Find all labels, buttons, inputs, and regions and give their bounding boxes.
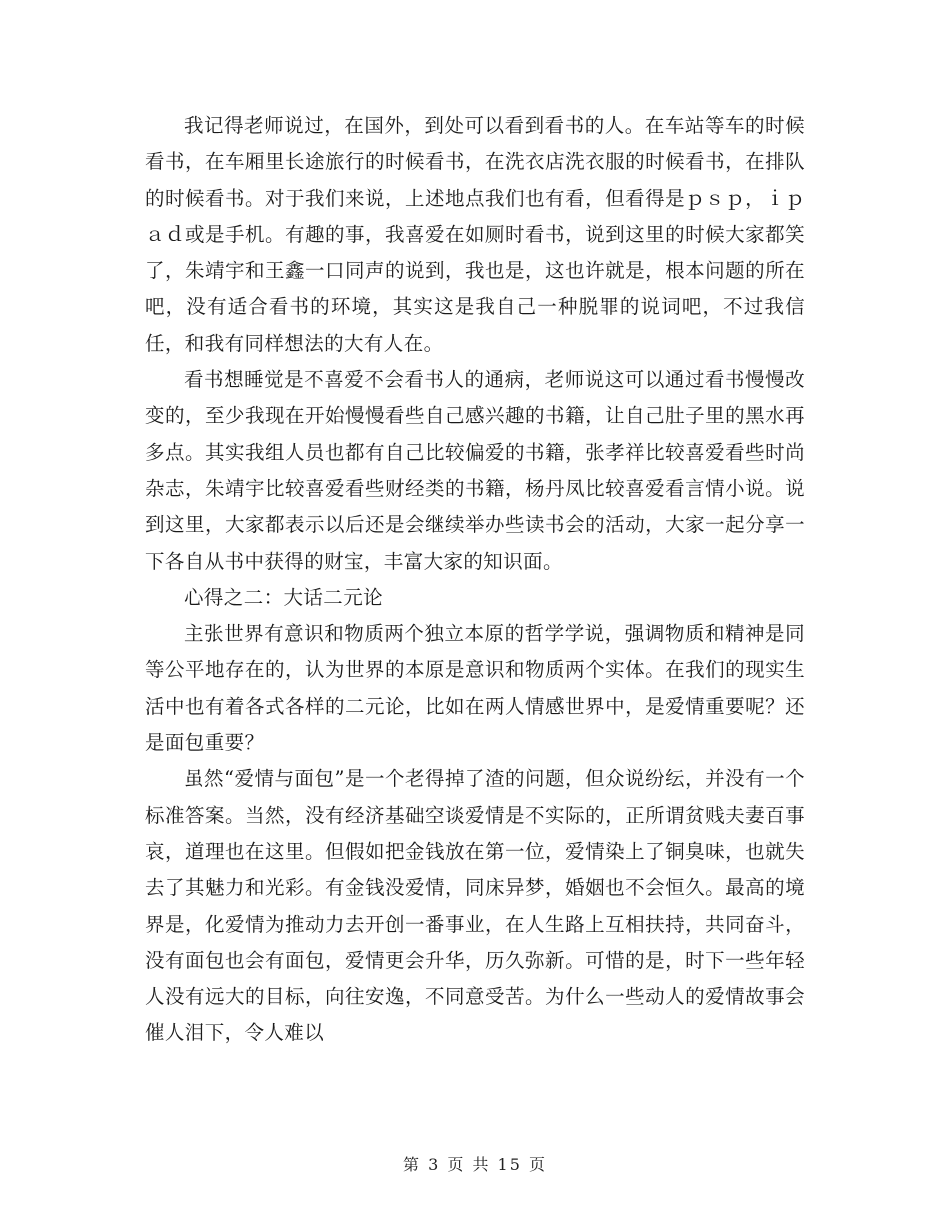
- paragraph: 看书想睡觉是不喜爱不会看书人的通病，老师说这可以通过看书慢慢改变的，至少我现在开始慢慢看些自己感兴趣的书籍，让自己肚子里的黑水再多点。其实我组人员也都有自己比较偏爱的书籍，张孝祥比较喜爱看些时尚杂志，朱靖宇比较喜爱看些财经类的书籍，杨丹凤比较喜爱看言情小说。说到这里，大家都表示以后还是会继续举办些读书会的活动，大家一起分享一下各自从书中获得的财宝，丰富大家的知识面。: [145, 368, 805, 573]
- paragraph: 主张世界有意识和物质两个独立本原的哲学学说，强调物质和精神是同等公平地存在的，认为世界的本原是意识和物质两个实体。在我们的现实生活中也有着各式各样的二元论，比如在两人情感世界中，是爱情重要呢？还是面包重要？: [145, 622, 805, 755]
- paragraph: 虽然“爱情与面包”是一个老得掉了渣的问题，但众说纷纭，并没有一个标准答案。当然，没有经济基础空谈爱情是不实际的，正所谓贫贱夫妻百事哀，道理也在这里。但假如把金钱放在第一位，爱情染上了铜臭味，也就失去了其魅力和光彩。有金钱没爱情，同床异梦，婚姻也不会恒久。最高的境界是，化爱情为推动力去开创一番事业，在人生路上互相扶持，共同奋斗，没有面包也会有面包，爱情更会升华，历久弥新。可惜的是，时下一些年轻人没有远大的目标，向往安逸，不同意受苦。为什么一些动人的爱情故事会催人泪下，令人难以: [145, 767, 805, 1045]
- section-heading: 心得之二：大话二元论: [184, 585, 384, 609]
- page-number-footer: 第 3 页 共 15 页: [403, 1155, 547, 1174]
- paragraph: 我记得老师说过，在国外，到处可以看到看书的人。在车站等车的时候看书，在车厢里长途旅行的时候看书，在洗衣店洗衣服的时候看书，在排队的时候看书。对于我们来说，上述地点我们也有看，但看得是ｐｓｐ，ｉｐａｄ或是手机。有趣的事，我喜爱在如厕时看书，说到这里的时候大家都笑了，朱靖宇和王鑫一口同声的说到，我也是，这也许就是，根本问题的所在吧，没有适合看书的环境，其实这是我自己一种脱罪的说词吧，不过我信任，和我有同样想法的大有人在。: [145, 114, 805, 355]
- document-body: [145, 108, 805, 1052]
